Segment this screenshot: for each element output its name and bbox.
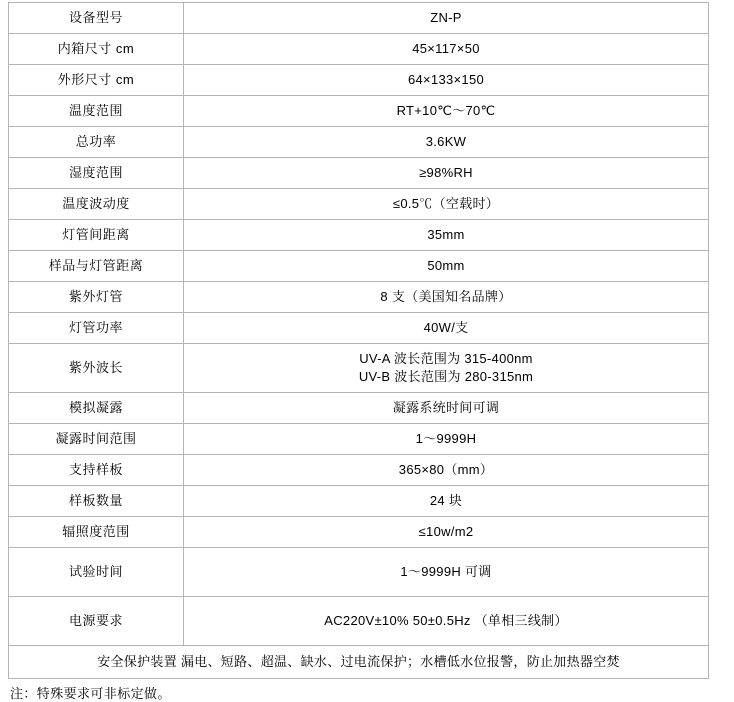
row-label: 样品与灯管距离 <box>9 251 184 282</box>
row-label: 总功率 <box>9 127 184 158</box>
table-row <box>9 220 709 251</box>
row-value: 24 块 <box>184 486 709 517</box>
row-label: 试验时间 <box>9 548 184 597</box>
table-row <box>9 189 709 220</box>
row-value: ZN-P <box>184 3 709 34</box>
table-row-safety <box>9 646 709 679</box>
row-value: 凝露系统时间可调 <box>184 393 709 424</box>
row-value-line: UV-A 波长范围为 315-400nm <box>359 351 533 367</box>
table-row <box>9 34 709 65</box>
table-row <box>9 96 709 127</box>
row-label: 灯管间距离 <box>9 220 184 251</box>
table-row <box>9 424 709 455</box>
row-value: 35mm <box>184 220 709 251</box>
row-value: ≤10w/m2 <box>184 517 709 548</box>
table-row <box>9 158 709 189</box>
row-label: 灯管功率 <box>9 313 184 344</box>
row-label: 模拟凝露 <box>9 393 184 424</box>
row-value: 8 支（美国知名品牌） <box>184 282 709 313</box>
row-label: 外形尺寸 cm <box>9 65 184 96</box>
row-value: 50mm <box>184 251 709 282</box>
row-label: 温度波动度 <box>9 189 184 220</box>
row-label: 辐照度范围 <box>9 517 184 548</box>
table-row <box>9 597 709 646</box>
row-label: 电源要求 <box>9 597 184 646</box>
table-row <box>9 65 709 96</box>
row-value: 64×133×150 <box>184 65 709 96</box>
row-label: 内箱尺寸 cm <box>9 34 184 65</box>
specification-table-body <box>9 3 709 679</box>
table-row <box>9 548 709 597</box>
row-label: 温度范围 <box>9 96 184 127</box>
table-row <box>9 486 709 517</box>
row-value: 40W/支 <box>184 313 709 344</box>
table-row <box>9 517 709 548</box>
row-value: RT+10℃～70℃ <box>184 96 709 127</box>
row-value: ≥98%RH <box>184 158 709 189</box>
row-value: 365×80（mm） <box>184 455 709 486</box>
row-value: ≤0.5℃（空载时） <box>184 189 709 220</box>
table-row <box>9 251 709 282</box>
row-label: 湿度范围 <box>9 158 184 189</box>
table-row <box>9 393 709 424</box>
row-value: 3.6KW <box>184 127 709 158</box>
row-value-safety: 安全保护装置 漏电、短路、超温、缺水、过电流保护；水槽低水位报警，防止加热器空焚 <box>9 646 709 679</box>
spec-sheet <box>0 2 734 702</box>
table-row <box>9 127 709 158</box>
row-value: 1～9999H 可调 <box>184 548 709 597</box>
table-row <box>9 455 709 486</box>
specification-table <box>8 2 709 679</box>
row-label: 凝露时间范围 <box>9 424 184 455</box>
row-value-line: UV-B 波长范围为 280-315nm <box>358 369 534 384</box>
row-label: 支持样板 <box>9 455 184 486</box>
row-value: AC220V±10% 50±0.5Hz （单相三线制） <box>184 597 709 646</box>
row-label: 样板数量 <box>9 486 184 517</box>
row-label: 设备型号 <box>9 3 184 34</box>
table-row <box>9 344 709 393</box>
footnote: 注：特殊要求可非标定做。 <box>10 686 171 701</box>
row-label: 紫外波长 <box>9 344 184 393</box>
row-value: 1～9999H <box>184 424 709 455</box>
table-row <box>9 282 709 313</box>
row-value: 45×117×50 <box>184 34 709 65</box>
row-value <box>184 344 709 393</box>
table-row <box>9 313 709 344</box>
table-row <box>9 3 709 34</box>
row-label: 紫外灯管 <box>9 282 184 313</box>
